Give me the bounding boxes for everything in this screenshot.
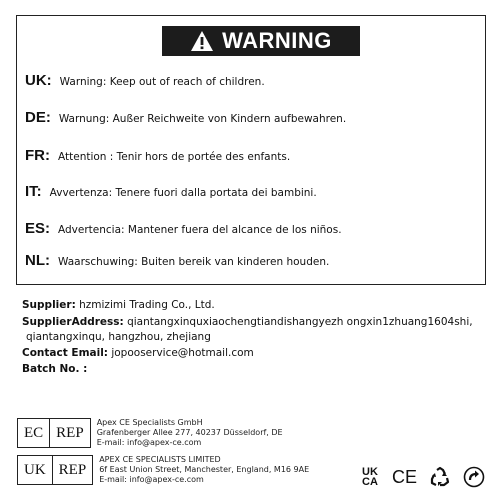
uk-rep-address: 6f East Union Street, Manchester, England, M16 9AE	[99, 465, 310, 474]
supplier-address-line	[22, 315, 473, 330]
ec-rep-name: Apex CE Specialists GmbH	[96, 418, 203, 427]
supplier-address-value-2: qiantangxinqu, hangzhou, zhejiang	[26, 331, 211, 343]
batch-label: Batch No. :	[22, 363, 88, 375]
warning-title: WARNING	[222, 28, 332, 53]
lang-text: Avvertenza: Tenere fuori dalla portata dei bambini.	[49, 187, 317, 199]
lang-text: Warning: Keep out of reach of children.	[59, 76, 265, 88]
contact-email-line	[22, 346, 254, 361]
lang-code: IT:	[25, 183, 42, 200]
supplier-address-line2	[26, 330, 211, 345]
supplier-value: hzmizimi Trading Co., Ltd.	[79, 299, 215, 311]
recycle-icon	[429, 466, 451, 488]
uk-rep-name: APEX CE SPECIALISTS LIMITED	[99, 455, 221, 464]
ukca-top: UK	[362, 466, 378, 478]
contact-email-label: Contact Email:	[22, 347, 108, 359]
warning-row-fr	[25, 147, 290, 164]
ukca-bottom: CA	[362, 476, 378, 488]
warning-banner	[162, 26, 360, 56]
uk-rep-badge-right: REP	[52, 456, 93, 484]
ukca-mark	[360, 467, 380, 487]
uk-rep-block	[17, 455, 309, 485]
supplier-address-label: SupplierAddress:	[22, 316, 124, 328]
lang-text: Advertencia: Mantener fuera del alcance de los niños.	[58, 224, 342, 236]
lang-text: Warnung: Außer Reichweite von Kindern aufbewahren.	[58, 113, 347, 125]
warning-box	[16, 15, 486, 285]
supplier-line	[22, 298, 215, 313]
lang-text: Attention : Tenir hors de portée des enfants.	[58, 151, 291, 163]
uk-rep-info	[99, 455, 309, 485]
ec-rep-badge-right: REP	[49, 419, 90, 447]
ec-rep-email: E-mail: info@apex-ce.com	[96, 438, 202, 447]
supplier-label: Supplier:	[22, 299, 76, 311]
ec-rep-address: Grafenberger Allee 277, 40237 Düsseldorf, DE	[96, 428, 283, 437]
ce-mark: CE	[392, 466, 418, 487]
warning-row-de	[25, 109, 346, 126]
return-arrow-icon	[463, 466, 485, 488]
lang-code: UK:	[25, 72, 52, 89]
lang-code: NL:	[25, 252, 50, 269]
uk-rep-email: E-mail: info@apex-ce.com	[99, 475, 204, 484]
ec-rep-badge-left: EC	[24, 424, 44, 441]
ec-rep-info	[97, 418, 283, 448]
lang-code: FR:	[25, 147, 50, 164]
supplier-address-value: qiantangxinquxiaochengtiandishangyezh ongxin1zhuang1604shi,	[127, 316, 473, 328]
lang-text: Waarschuwing: Buiten bereik van kinderen houden.	[58, 256, 330, 268]
warning-row-nl	[25, 252, 329, 269]
lang-code: DE:	[25, 109, 51, 126]
lang-code: ES:	[25, 220, 51, 237]
certification-marks	[360, 466, 497, 488]
warning-row-es	[25, 220, 342, 237]
contact-email-value: jopooservice@hotmail.com	[111, 347, 254, 359]
warning-row-uk	[25, 72, 265, 89]
ec-rep-badge	[17, 418, 91, 448]
batch-line	[22, 362, 87, 377]
ec-rep-block	[17, 418, 283, 448]
uk-rep-badge	[17, 455, 93, 485]
warning-triangle-icon	[190, 30, 214, 52]
uk-rep-badge-left: UK	[24, 461, 46, 478]
warning-row-it	[25, 183, 317, 200]
